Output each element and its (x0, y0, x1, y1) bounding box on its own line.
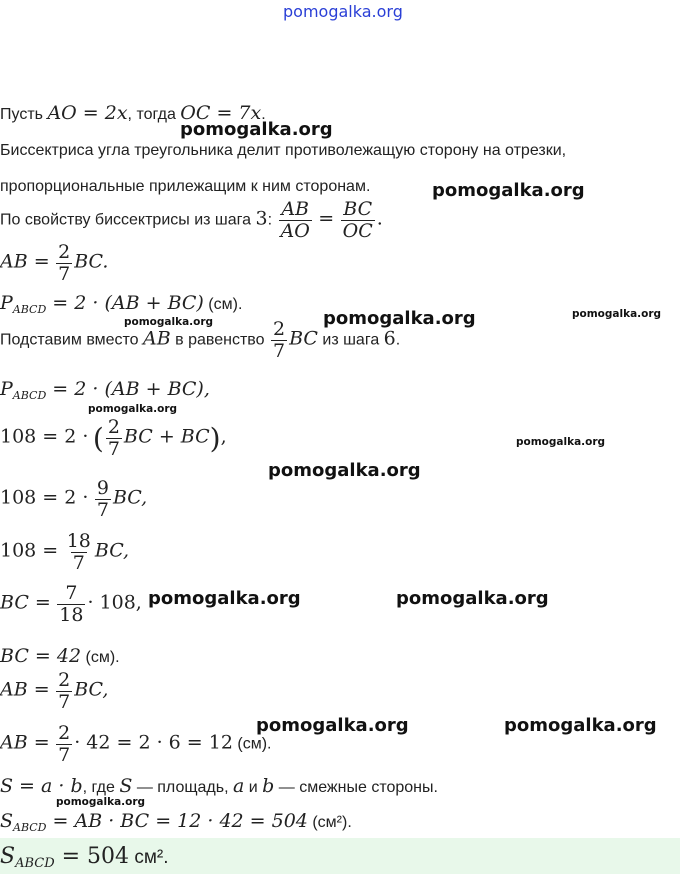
watermark: pomogalka.org (432, 180, 585, 201)
math: BC (289, 327, 318, 350)
formula-ab-12 (0, 724, 272, 765)
expression: = 2 · (AB + BC), (46, 378, 210, 400)
text: , где (82, 779, 115, 796)
subscript: ABCD (13, 821, 47, 834)
formula-108-b (0, 479, 147, 520)
math: 108 = 2 · (0, 486, 89, 509)
watermark: pomogalka.org (504, 715, 657, 736)
paren-close: ) (209, 422, 221, 455)
watermark: pomogalka.org (268, 460, 421, 481)
math (0, 292, 204, 314)
math (0, 810, 308, 832)
fraction (341, 200, 375, 241)
symbol: S (0, 844, 16, 869)
fraction (56, 724, 72, 765)
math: AO = 2x (47, 102, 128, 124)
formula-108-c (0, 532, 129, 573)
math: b (262, 775, 275, 797)
numerator: 2 (58, 669, 71, 691)
formula-perimeter-2 (0, 378, 210, 402)
watermark: pomogalka.org (180, 119, 333, 140)
formula-ab-2 (0, 671, 108, 712)
text: , тогда (127, 106, 176, 123)
symbol: S (0, 810, 14, 832)
formula-ab (0, 243, 108, 284)
math: AB = (0, 731, 50, 754)
denominator: 7 (96, 499, 109, 521)
denominator: 7 (58, 744, 71, 766)
denominator: OC (342, 220, 373, 242)
subscript: ABCD (12, 303, 47, 316)
formula-108-a (0, 418, 227, 459)
watermark: pomogalka.org (516, 436, 606, 448)
fraction (56, 671, 72, 712)
unit: (см²). (312, 814, 352, 831)
math: OC = 7x (180, 102, 262, 124)
math: BC, (112, 486, 148, 509)
site-logo[interactable]: pomogalka.org (283, 2, 403, 21)
text: . (395, 331, 401, 349)
watermark: pomogalka.org (148, 588, 301, 609)
text-line-bisector: Биссектриса угла треугольника делит противолежащую сторону на отрезки, (0, 142, 567, 159)
subscript: ABCD (12, 389, 47, 402)
text: : (267, 211, 273, 229)
watermark: pomogalka.org (256, 715, 409, 736)
denominator: 7 (72, 552, 85, 574)
math: 6 (383, 327, 396, 350)
numerator: 2 (107, 416, 120, 438)
numerator: BC (343, 198, 373, 220)
math: BC, (94, 539, 130, 562)
math: , (220, 425, 227, 448)
text: Пусть (0, 106, 43, 123)
math (0, 844, 129, 869)
numerator: 2 (58, 722, 71, 744)
text: и (248, 779, 258, 796)
text: Подставим вместо (0, 331, 139, 349)
math: BC = (0, 591, 51, 614)
expression: = AB · BC = 12 · 42 = 504 (46, 810, 308, 832)
math: 3 (255, 207, 268, 230)
watermark: pomogalka.org (88, 403, 178, 415)
unit: (см). (85, 649, 120, 666)
numerator: 2 (272, 318, 286, 340)
text-line-property (0, 200, 383, 241)
watermark: pomogalka.org (56, 796, 146, 808)
math: a (232, 775, 245, 797)
numerator: 9 (96, 477, 109, 499)
fraction (279, 200, 312, 241)
symbol: P (0, 292, 13, 314)
denominator: 18 (59, 604, 84, 626)
unit: (см). (208, 296, 243, 313)
math: AB = (0, 678, 50, 701)
numerator: 18 (66, 530, 91, 552)
math: AB (143, 327, 171, 350)
formula-area (0, 810, 352, 834)
answer-formula (0, 844, 169, 871)
denominator: AO (280, 220, 310, 242)
text: в равенство (175, 331, 265, 349)
fraction (57, 584, 85, 625)
math: BC + BC (123, 425, 210, 448)
denominator: 7 (272, 340, 286, 362)
math: 108 = (0, 539, 59, 562)
text: — площадь, (136, 779, 229, 796)
text: . (261, 106, 266, 123)
fraction (271, 320, 287, 361)
watermark: pomogalka.org (124, 316, 214, 328)
math: . (376, 207, 383, 230)
text: По свойству биссектрисы из шага (0, 211, 252, 229)
text-line-proportional: пропорциональные прилежащим к ним сторонам. (0, 178, 371, 195)
fraction (65, 532, 93, 573)
subscript: ABCD (15, 856, 55, 871)
math: BC. (74, 250, 109, 273)
unit: (см). (237, 735, 272, 753)
text-line-area (0, 775, 438, 797)
math: AB = (0, 250, 50, 273)
math: · 42 = 2 · 6 = 12 (74, 731, 233, 754)
math: S = a · b (0, 775, 83, 797)
denominator: 7 (58, 263, 71, 285)
fraction (56, 243, 72, 284)
math: 108 = 2 · (0, 425, 89, 448)
expression: = 504 (54, 844, 130, 869)
watermark: pomogalka.org (323, 308, 476, 329)
watermark: pomogalka.org (396, 588, 549, 609)
numerator: AB (281, 198, 309, 220)
paren-open: ( (92, 422, 104, 455)
unit: см². (134, 847, 169, 868)
answer-box (0, 838, 680, 874)
math: BC, (74, 678, 109, 701)
numerator: 7 (65, 582, 78, 604)
math: S (119, 775, 133, 797)
text: из шага (322, 331, 380, 349)
math: = (318, 207, 335, 230)
formula-bc-frac (0, 584, 142, 625)
fraction (106, 418, 122, 459)
symbol: P (0, 378, 13, 400)
watermark: pomogalka.org (572, 308, 662, 320)
denominator: 7 (58, 691, 71, 713)
fraction (95, 479, 111, 520)
math (0, 378, 210, 400)
formula-perimeter (0, 292, 242, 316)
expression: = 2 · (AB + BC) (46, 292, 204, 314)
numerator: 2 (58, 241, 71, 263)
math: · 108, (87, 591, 142, 614)
math: BC = 42 (0, 645, 82, 667)
text: — смежные стороны. (278, 779, 438, 796)
formula-bc-42 (0, 645, 120, 667)
denominator: 7 (107, 438, 120, 460)
